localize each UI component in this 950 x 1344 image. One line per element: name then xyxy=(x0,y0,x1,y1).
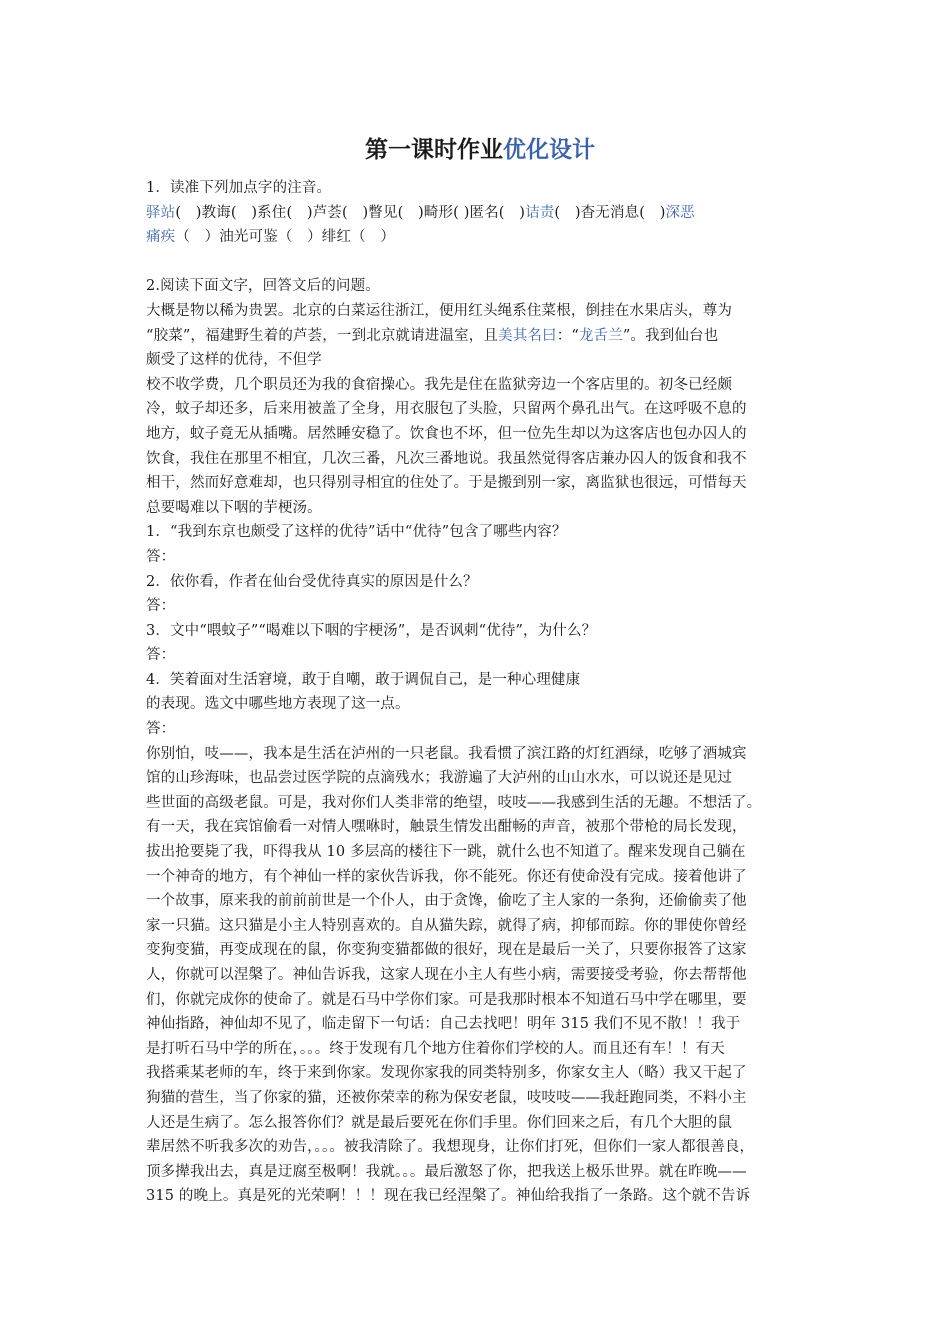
passage-line: 颇受了这样的优待，不但学 xyxy=(146,352,322,369)
story-line: 家一只猫。这只猫是小主人特别喜欢的。自从猫失踪，就得了病，抑郁而踪。你的罪使你曾经 xyxy=(146,917,747,934)
passage-line: 校不收学费，几个职员还为我的食宿操心。我先是住在监狱旁边一个客店里的。初冬已经颇 xyxy=(146,376,732,393)
question-1-prompt: 1．读准下列加点字的注音。 xyxy=(146,180,332,196)
story-line: 辈居然不听我多次的劝告，。。。被我清除了。我想现身，让你们打死，但你们一家人都很善良， xyxy=(146,1139,755,1156)
story-line: 们，你就完成你的使命了。就是石马中学你们家。可是我那时根本不知道石马中学在哪里，要 xyxy=(146,991,747,1008)
answer-label: 答： xyxy=(146,598,176,615)
story-line: 是打听石马中学的所在，。。。终于发现有几个地方住着你们学校的人。而且还有车！！有天 xyxy=(146,1040,725,1057)
answer-label: 答： xyxy=(146,721,176,738)
passage-line: 冷，蚊子却还多，后来用被盖了全身，用衣服包了头脸，只留两个鼻孔出气。在这呼吸不息的 xyxy=(146,401,747,418)
title-accent: 优化设计 xyxy=(503,137,595,163)
story-line: 变狗变猫，再变成现在的鼠，你变狗变猫都做的很好，现在是最后一关了，只要你报答了这家 xyxy=(146,942,747,959)
word-link[interactable]: 痛疾 xyxy=(146,229,176,246)
passage-line: 地方，蚊子竟无从插嘴。居然睡安稳了。饮食也不坏，但一位先生却以为这客店也包办囚人的 xyxy=(146,425,747,442)
question-2-prompt: 2.阅读下面文字，回答文后的问题。 xyxy=(146,278,380,295)
story-line: 我搭乘某老师的车，终于来到你家。发现你家我的同类特别多，你家女主人（略）我又干起了 xyxy=(146,1065,747,1082)
story-line: 顶多撵我出去，真是迂腐至极啊！我就。。。最后激怒了你，把我送上极乐世界。就在昨晚—— xyxy=(146,1163,747,1180)
story-line: 神仙指路，神仙却不见了，临走留下一句话：自己去找吧！明年 315 我们不见不散！！我于 xyxy=(146,1016,741,1033)
word-link[interactable]: 深恶 xyxy=(665,204,695,221)
sub-question-4: 的表现。选文中哪些地方表现了这一点。 xyxy=(146,696,410,713)
story-line: 人还是生病了。怎么报答你们？就是最后要死在你们手里。你们回来之后，有几个大胆的鼠 xyxy=(146,1114,732,1131)
page-title xyxy=(146,130,814,170)
sub-question-3: 3．文中“喂蚊子”“喝难以下咽的宇梗汤”，是否讽刺“优待”，为什么？ xyxy=(146,622,597,639)
passage-line: 饮食，我住在那里不相宜，几次三番，凡次三番地说。我虽然觉得客店兼办囚人的饭食和我不 xyxy=(146,450,747,467)
story-line: 315 的晚上。真是死的光荣啊！！！现在我已经涅槃了。神仙给我指了一条路。这个就不告诉 xyxy=(146,1188,751,1205)
answer-label: 答： xyxy=(146,647,176,664)
word-link[interactable]: 驿站 xyxy=(146,204,176,221)
story-line: 人，你就可以涅槃了。神仙告诉我，这家人现在小主人有些小病，需要接受考验，你去帮帮他 xyxy=(146,967,747,983)
story-line: 你别怕，吱——，我本是生活在泸州的一只老鼠。我看惯了滨江路的灯红酒绿，吃够了酒城宾 xyxy=(146,745,747,762)
passage-line: “胶菜”，福建野生着的芦荟，一到北京就请进温室，且美其名曰：“龙舌兰”。我到仙台也 xyxy=(146,327,719,344)
story-line: 有一天，我在宾馆偷看一对情人嘿咻时，触景生情发出酣畅的声音，被那个带枪的局长发现， xyxy=(146,819,747,836)
story-line: 些世面的高级老鼠。可是，我对你们人类非常的绝望，吱吱——我感到生活的无趣。不想活了。 xyxy=(146,794,762,811)
story-line: 狗猫的营生，当了你家的猫，还被你荣幸的称为保安老鼠，吱吱吱——我赶跑同类，不料小主 xyxy=(146,1089,747,1106)
word-link[interactable]: 龙舌兰 xyxy=(578,327,623,344)
question-1-words-line-1: 驿站( )教诲( )系住( )芦荟( )瞥见( )畸形( )匿名( )诘责( )杳无消息( )深恶 xyxy=(146,204,695,221)
title-main: 第一课时作业 xyxy=(365,137,503,163)
story-line: 一个故事，原来我的前前前世是一个仆人，由于贪馋，偷吃了主人家的一条狗，还偷偷卖了他 xyxy=(146,893,747,910)
passage-line: 相干，然而好意难却，也只得别寻相宜的住处了。于是搬到别一家，离监狱也很远，可惜每天 xyxy=(146,475,747,492)
passage-line: 总要喝难以下咽的芋梗汤。 xyxy=(146,499,322,516)
story-line: 馆的山珍海味，也品尝过医学院的点滴残水；我游遍了大泸州的山山水水，可以说还是见过 xyxy=(146,770,732,787)
passage-line: 大概是物以稀为贵罢。北京的白菜运往浙江，便用红头绳系住菜根，倒挂在水果店头，尊为 xyxy=(146,302,732,319)
story-line: 一个神奇的地方，有个神仙一样的家伙告诉我，你不能死。你还有使命没有完成。接着他讲了 xyxy=(146,868,747,885)
word-link[interactable]: 美其名曰 xyxy=(498,327,557,344)
document-page xyxy=(146,130,814,1209)
sub-question-2: 2．依你看，作者在仙台受优待真实的原因是什么？ xyxy=(146,573,478,590)
spacer xyxy=(146,250,814,275)
word-link[interactable]: 诘责 xyxy=(525,204,555,221)
question-1-words-line-2: 痛疾（ ）油光可鉴（ ）绯红（ ） xyxy=(146,229,396,246)
answer-label: 答： xyxy=(146,548,176,565)
story-line: 拔出抢要毙了我，吓得我从 10 多层高的楼往下一跳，就什么也不知道了。醒来发现自己躺在 xyxy=(146,844,746,861)
sub-question-4: 4．笑着面对生活窘境，敢于自嘲，敢于调侃自己，是一种心理健康 xyxy=(146,671,581,688)
sub-question-1: 1．“我到东京也颇受了这样的优待”话中“优待”包含了哪些内容？ xyxy=(146,524,567,541)
